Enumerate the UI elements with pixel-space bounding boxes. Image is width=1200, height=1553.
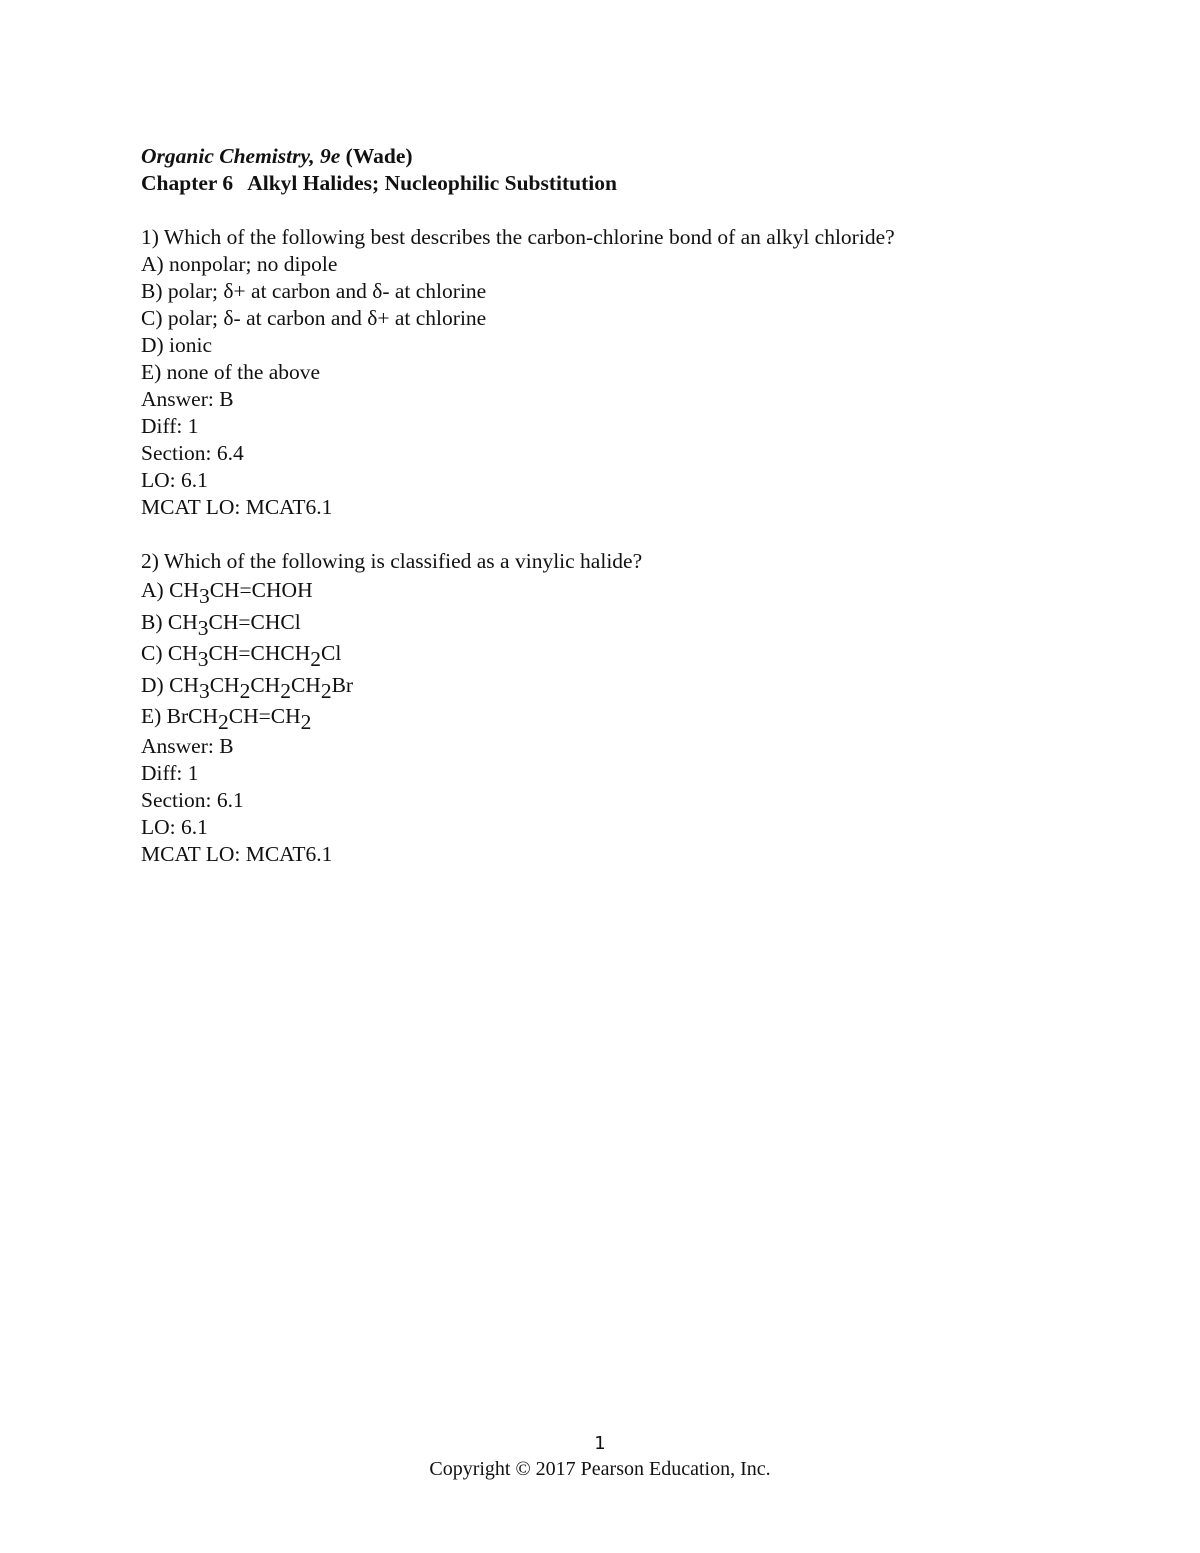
- learning-objective: LO: 6.1: [141, 468, 208, 492]
- option-letter: E): [141, 704, 167, 728]
- option-letter: C): [141, 641, 168, 665]
- formula-part: CH: [209, 672, 240, 697]
- formula-subscript: 2: [218, 710, 229, 735]
- option-letter: D): [141, 672, 170, 697]
- formula-part: CH=CHOH: [209, 578, 313, 602]
- answer-option-e: [141, 701, 1101, 733]
- formula-part: CH: [167, 641, 198, 665]
- chapter-number: Chapter 6: [141, 171, 234, 195]
- answer-key: Answer: B: [141, 733, 234, 758]
- formula-subscript: 3: [198, 584, 210, 609]
- formula-part: CH: [169, 578, 199, 602]
- book-author: (Wade): [345, 144, 413, 168]
- mcat-learning-objective: MCAT LO: MCAT6.1: [141, 841, 333, 866]
- answer-option-a: [141, 575, 1101, 607]
- formula-part: CH: [290, 672, 321, 697]
- section-ref: Section: 6.4: [141, 441, 244, 465]
- formula-subscript: 2: [239, 678, 251, 703]
- formula-part: CH=CHCH: [208, 641, 311, 665]
- formula-subscript: 3: [197, 647, 209, 672]
- formula-part: CH=CHCl: [208, 609, 301, 634]
- document-content: [141, 143, 1101, 895]
- formula-subscript: 2: [280, 678, 291, 703]
- formula-subscript: 2: [310, 647, 321, 672]
- page-number: 1: [594, 1433, 606, 1454]
- formula-subscript: 2: [300, 710, 312, 735]
- formula-subscript: 3: [198, 678, 210, 703]
- difficulty: Diff: 1: [141, 414, 199, 438]
- answer-option-c: [141, 638, 1101, 670]
- question-prompt: 1) Which of the following best describes the carbon-chlorine bond of an alkyl chloride?: [141, 225, 895, 249]
- answer-option-b: [141, 607, 1101, 639]
- formula-part: CH=CH: [228, 704, 301, 728]
- answer-option-d: [141, 670, 1101, 702]
- answer-option-d: D) ionic: [141, 333, 213, 357]
- book-title: Organic Chemistry, 9e: [141, 144, 341, 168]
- formula-part: CH: [167, 609, 198, 634]
- option-letter: A): [141, 578, 170, 602]
- question-prompt: 2) Which of the following is classified as a vinylic halide?: [141, 549, 643, 573]
- option-letter: B): [141, 609, 168, 634]
- answer-option-e: E) none of the above: [141, 360, 321, 384]
- copyright-notice: Copyright © 2017 Pearson Education, Inc.: [429, 1458, 771, 1480]
- difficulty: Diff: 1: [141, 760, 199, 785]
- answer-option-b: B) polar; δ+ at carbon and δ- at chlorine: [141, 279, 487, 303]
- section-ref: Section: 6.1: [141, 787, 244, 812]
- mcat-learning-objective: MCAT LO: MCAT6.1: [141, 495, 333, 519]
- learning-objective: LO: 6.1: [141, 814, 208, 839]
- formula-part: BrCH: [166, 704, 219, 728]
- chapter-title: Alkyl Halides; Nucleophilic Substitution: [247, 171, 617, 195]
- formula-subscript: 3: [197, 615, 209, 640]
- formula-part: Br: [331, 672, 354, 697]
- answer-option-a: A) nonpolar; no dipole: [141, 252, 338, 276]
- formula-part: CH: [169, 672, 199, 697]
- answer-option-c: C) polar; δ- at carbon and δ+ at chlorine: [141, 306, 487, 330]
- formula-part: Cl: [320, 641, 342, 665]
- question-2: [141, 548, 1101, 868]
- answer-key: Answer: B: [141, 387, 234, 411]
- formula-subscript: 2: [320, 678, 332, 703]
- chapter-heading: [141, 170, 1101, 197]
- formula-part: CH: [250, 672, 281, 697]
- book-title-line: [141, 143, 1101, 170]
- question-1: [141, 224, 1101, 521]
